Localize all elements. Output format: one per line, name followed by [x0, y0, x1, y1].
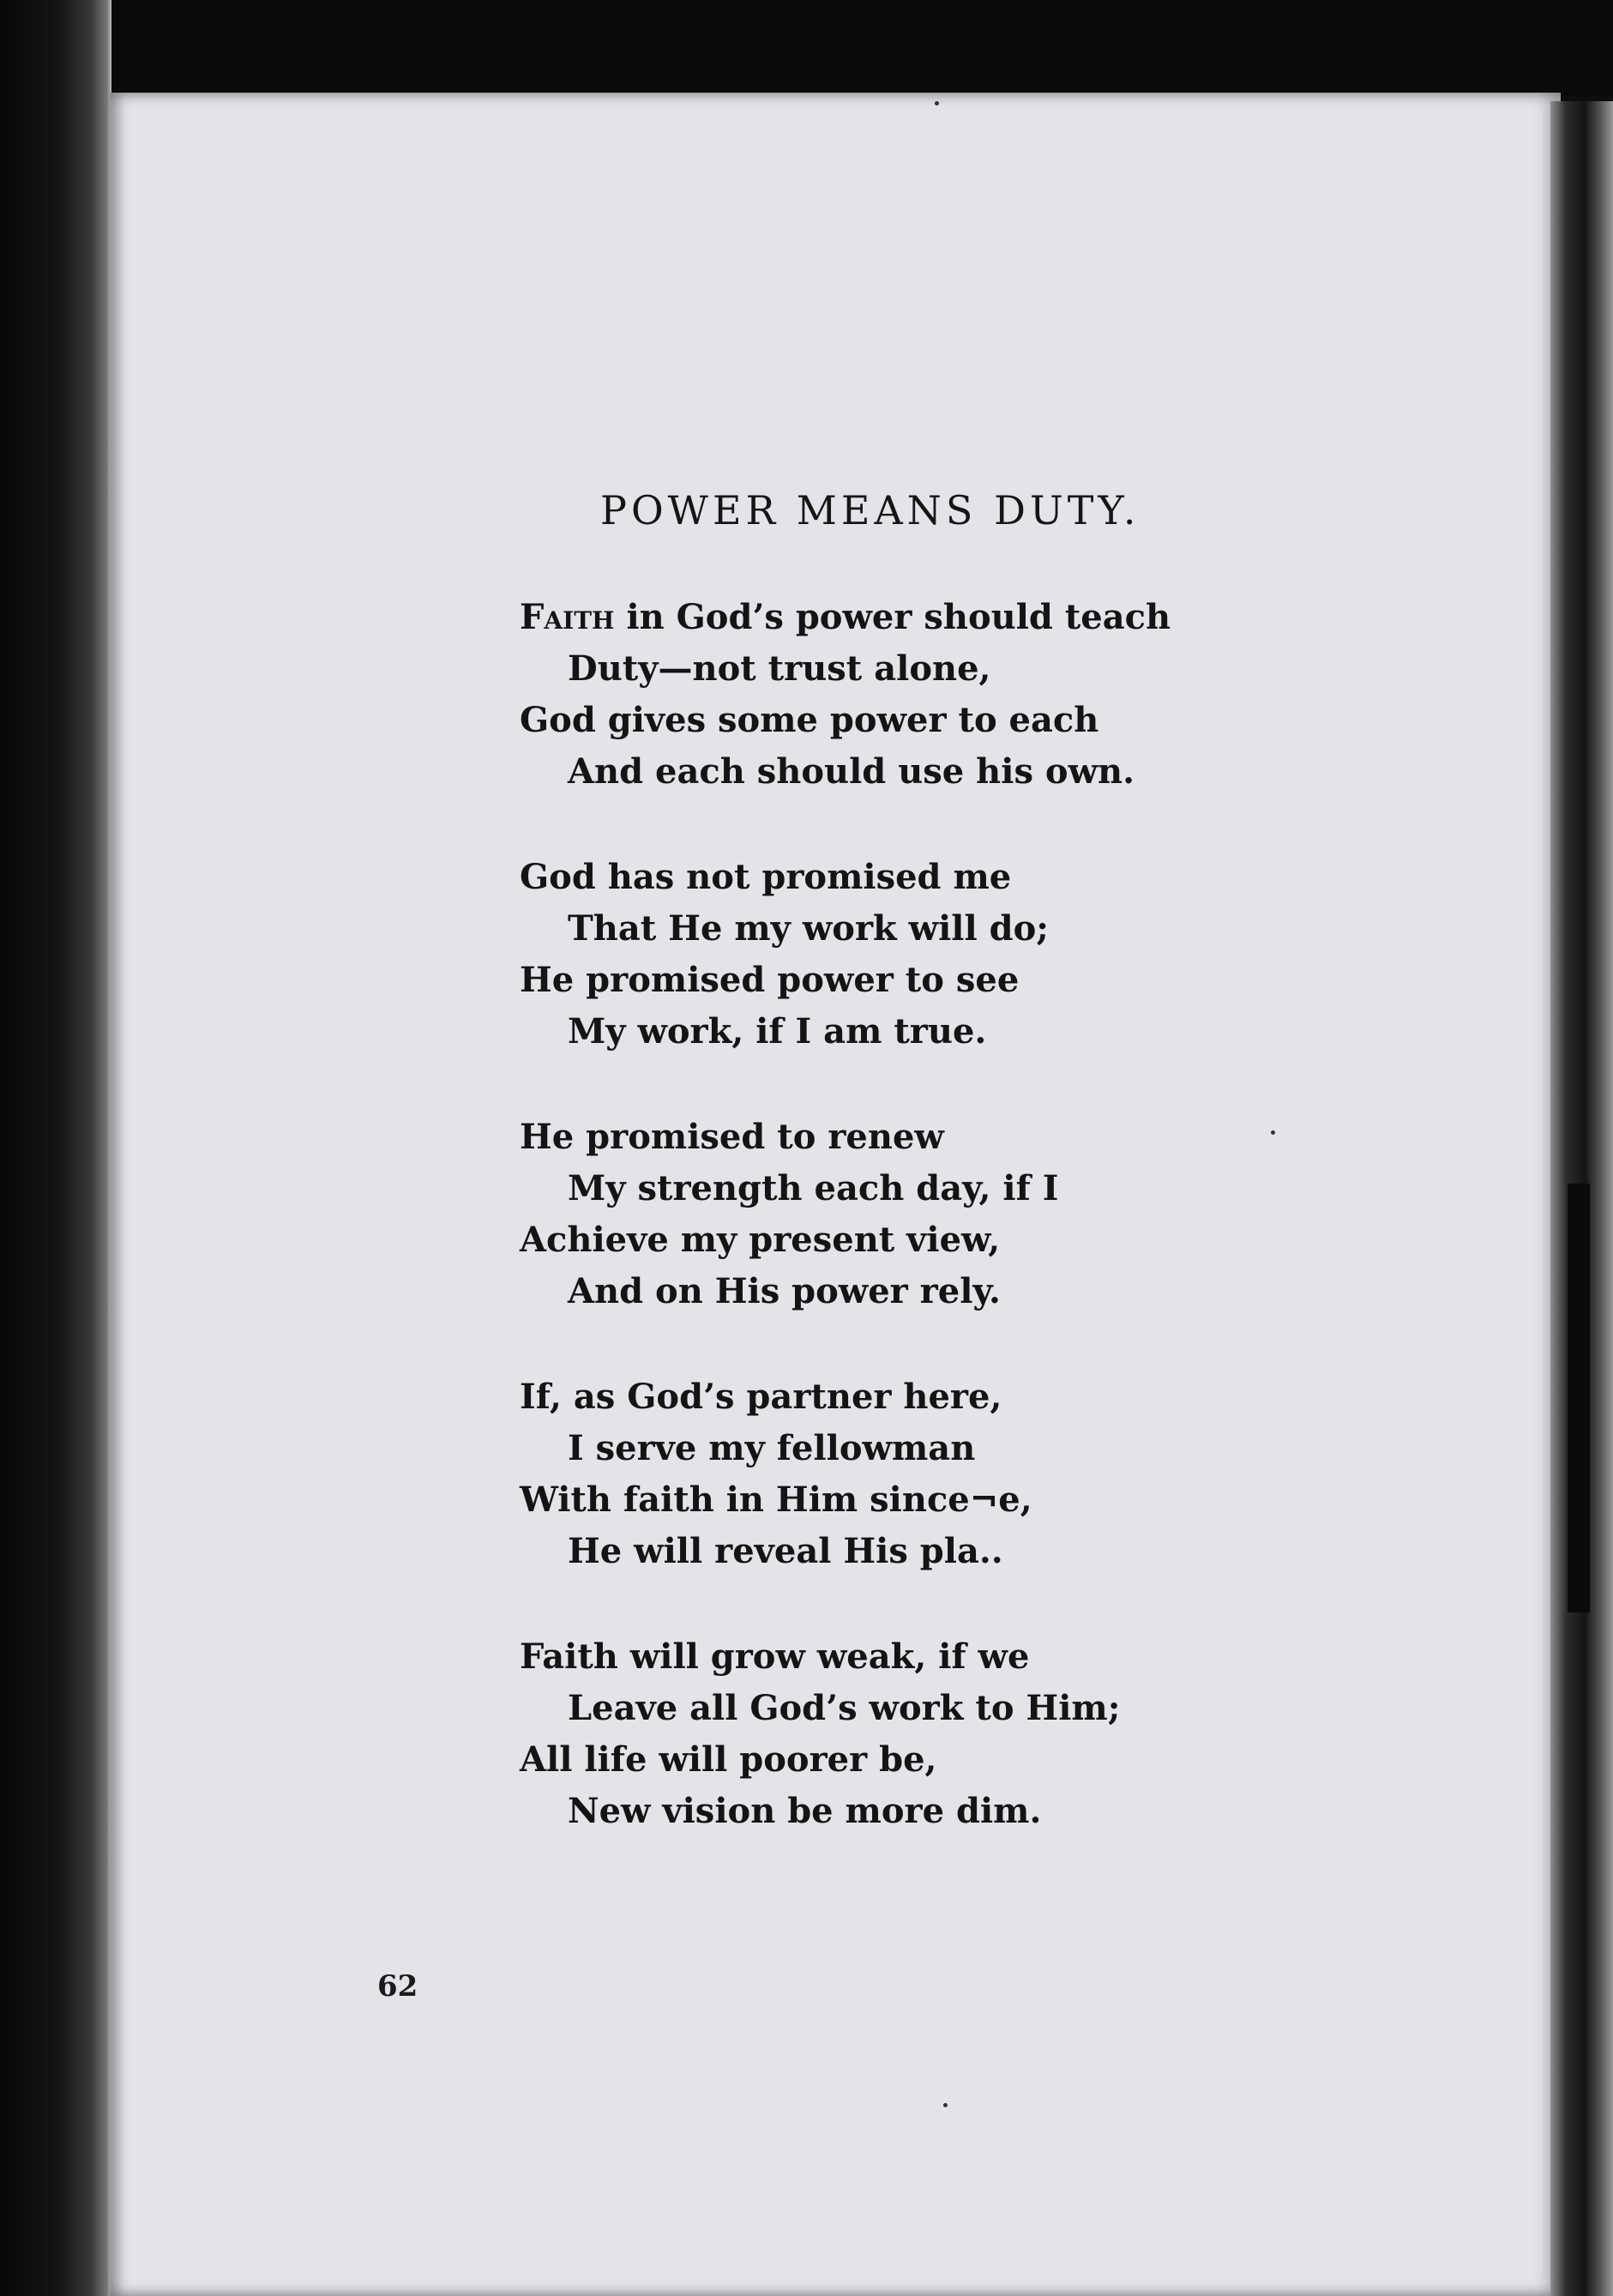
- scan-top-border: [0, 0, 1613, 96]
- poem-line: He will reveal His pla..: [568, 1531, 1003, 1571]
- poem-line: With faith in Him since¬e,: [520, 1479, 1032, 1520]
- poem-line: Duty—not trust alone,: [568, 648, 991, 689]
- stanza: [520, 1631, 1291, 1837]
- stanza: [520, 592, 1291, 798]
- page-right-shadow: [1568, 1184, 1590, 1612]
- poem-line: Achieve my present view,: [520, 1220, 1001, 1260]
- page-number: 62: [377, 1969, 418, 2004]
- poem-line: And on His power rely.: [568, 1271, 1001, 1311]
- poem-title: POWER MEANS DUTY.: [600, 487, 1141, 533]
- poem-line: He promised to renew: [520, 1117, 944, 1157]
- poem-line: I serve my fellowman: [568, 1428, 976, 1468]
- print-speck: [943, 2103, 948, 2107]
- poem-line-rest: in God’s power should teach: [614, 597, 1171, 637]
- stanza: [520, 1112, 1291, 1317]
- poem-line: My work, if I am true.: [568, 1011, 987, 1052]
- poem-line: God gives some power to each: [520, 700, 1099, 740]
- poem-line: If, as God’s partner here,: [520, 1377, 1002, 1417]
- poem-body: [520, 592, 1291, 1891]
- poem-first-word: Faith: [520, 597, 615, 637]
- poem-line: He promised power to see: [520, 960, 1020, 1000]
- poem-line: Faith will grow weak, if we: [520, 1636, 1030, 1677]
- stanza: [520, 1371, 1291, 1577]
- poem-line: My strength each day, if I: [568, 1168, 1059, 1208]
- book-spine-edge: [0, 0, 111, 2296]
- poem-line: God has not promised me: [520, 857, 1012, 897]
- poem-line: Leave all God’s work to Him;: [568, 1688, 1121, 1728]
- poem-line: And each should use his own.: [568, 751, 1135, 792]
- poem-line: [520, 592, 1291, 643]
- poem-line: All life will poorer be,: [520, 1739, 937, 1780]
- poem-line: New vision be more dim.: [568, 1791, 1042, 1831]
- print-speck: [935, 101, 939, 105]
- stanza: [520, 852, 1291, 1058]
- poem-line: That He my work will do;: [568, 908, 1050, 949]
